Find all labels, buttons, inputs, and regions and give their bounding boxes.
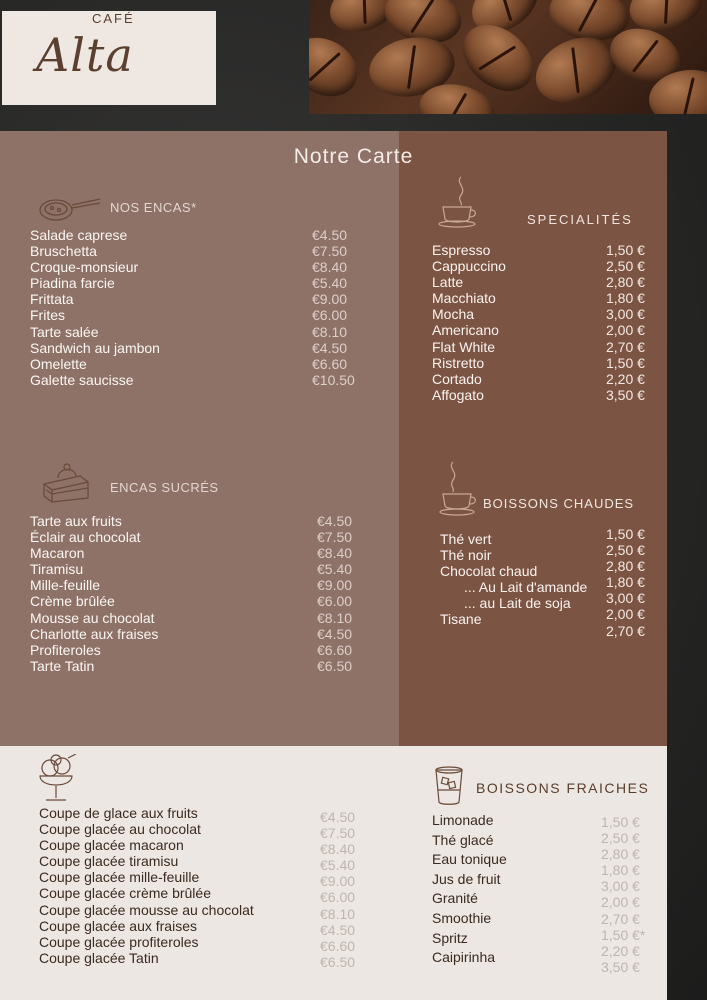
price: 3,50 € [606,386,645,403]
specialites-heading: SPECIALITÉS [527,212,633,227]
price: €9.00 [317,577,353,594]
price: €8.40 [317,545,353,562]
list-item: Cortado [432,370,482,387]
list-item: Galette saucisse [30,371,134,388]
price: €6.00 [317,593,353,610]
list-item: Piadina farcie [30,275,115,292]
pan-icon [38,195,104,223]
price: €6.00 [320,889,356,906]
list-item: Tarte aux fruits [30,513,122,529]
price: €7.50 [317,529,353,546]
specialites-prices [606,242,645,403]
list-item: Coupe glacée mousse au chocolat [39,901,254,918]
list-item: Mousse au chocolat [30,609,155,626]
list-item: Éclair au chocolat [30,529,141,546]
price: €5.40 [320,857,356,874]
list-item: Coupe glacée profiteroles [39,933,199,950]
list-item: Caipirinha [432,949,496,966]
price: €8.10 [312,323,348,340]
price: 2,20 € [601,942,640,959]
price: 3,50 € [601,958,640,975]
price: €7.50 [320,825,356,842]
encas-names [30,227,160,388]
list-item: Affogato [432,386,484,403]
list-item: Jus de fruit [432,870,501,887]
price: 2,70 € [606,338,645,355]
list-item: Tarte Tatin [30,657,95,674]
price: €9.00 [312,291,348,308]
price: 2,50 € [601,830,640,847]
price: 3,00 € [606,590,645,607]
coffee-beans-image [309,0,707,114]
price: €4.50 [317,625,353,642]
encas-heading: NOS ENCAS* [110,200,197,215]
price: €4.50 [320,921,356,938]
list-item: Ristretto [432,354,485,371]
list-item: Coupe glacée Tatin [39,949,159,966]
list-item: Mille-feuille [30,577,101,594]
price: €8.40 [312,259,348,276]
price: 2,50 € [606,258,645,275]
list-item: Espresso [432,242,491,258]
list-item: Cappuccino [432,258,506,275]
fraiches-heading: BOISSONS FRAICHES [476,780,650,796]
list-item: Macaron [30,545,85,562]
list-item: Profiteroles [30,641,101,658]
fraiches-prices [601,814,645,975]
fraiches-names [432,812,507,969]
list-item: Croque-monsieur [30,259,139,276]
price: €7.50 [312,243,348,260]
list-item: Tiramisu [30,561,84,578]
ice-cream-cup-icon [36,754,80,806]
price: 1,50 € [606,242,645,258]
price: €4.50 [312,227,348,243]
price: 1,80 € [606,574,645,591]
glaces-prices [320,809,355,970]
list-item: ... Au Lait d'amande [464,579,588,596]
price: €4.50 [317,513,353,529]
price: €10.50 [312,371,355,388]
list-item: Salade caprese [30,227,128,243]
price: €6.60 [312,355,348,372]
coffee-cup-icon [437,175,481,229]
sucres-names [30,513,158,674]
list-item: Coupe glacée aux fraises [39,917,197,934]
price: €5.40 [317,561,353,578]
price: €6.50 [317,657,353,674]
list-item: Coupe glacée tiramisu [39,853,179,870]
list-item: Eau tonique [432,851,507,868]
price: 1,50 € [601,814,640,830]
price: 2,00 € [601,894,640,911]
iced-drink-glass-icon [433,764,465,806]
price: €6.60 [320,937,356,954]
list-item: ... au Lait de soja [464,595,571,612]
chaudes-names [440,531,587,628]
list-item: Granité [432,890,478,907]
list-item: Americano [432,322,499,339]
cake-icon [40,458,92,504]
price: 1,50 € [606,354,645,371]
logo-cafe-text: CAFÉ [92,11,135,26]
list-item: Omelette [30,355,87,372]
price: 1,50 € [606,526,645,542]
price: 2,20 € [606,370,645,387]
price: 2,50 € [606,542,645,559]
sucres-heading: ENCAS SUCRÉS [110,480,219,495]
price: 2,80 € [606,558,645,575]
price: €6.50 [320,953,356,970]
list-item: Tisane [440,611,482,628]
price: 3,00 € [601,878,640,895]
list-item: Macchiato [432,290,496,307]
list-item: Frites [30,307,65,324]
menu-title: Notre Carte [293,145,414,168]
price: 2,80 € [606,274,645,291]
list-item: Coupe glacée crème brûlée [39,885,211,902]
price: €8.10 [320,905,356,922]
price: 3,00 € [606,306,645,323]
logo-alta-text: Alta [36,28,134,82]
price: €4.50 [312,339,348,356]
list-item: Mocha [432,306,475,323]
list-item: Tarte salée [30,323,99,340]
chaudes-heading: BOISSONS CHAUDES [483,496,635,511]
price: 2,70 € [601,910,640,927]
list-item: Flat White [432,338,496,355]
price: €8.10 [317,609,353,626]
price: €4.50 [320,809,356,825]
chaudes-prices [606,526,645,639]
list-item: Smoothie [432,909,492,926]
price: 2,70 € [606,622,645,639]
price: 2,00 € [606,322,645,339]
price: 1,80 € [601,862,640,879]
list-item: Coupe de glace aux fruits [39,805,198,821]
hot-drink-cup-icon [439,460,481,516]
price: 2,80 € [601,846,640,863]
specialites-names [432,242,506,403]
list-item: Coupe glacée macaron [39,837,184,854]
list-item: Charlotte aux fraises [30,625,159,642]
list-item: Thé glacé [432,831,494,848]
price: €6.00 [312,307,348,324]
glaces-names [39,805,254,966]
price: €9.00 [320,873,356,890]
list-item: Bruschetta [30,243,97,260]
price: 1,50 €* [601,926,646,943]
price: 2,00 € [606,606,645,623]
price: €5.40 [312,275,348,292]
price: €8.40 [320,841,356,858]
list-item: Spritz [432,929,468,946]
list-item: Limonade [432,812,494,828]
price: €6.60 [317,641,353,658]
encas-prices [312,227,355,388]
price: 1,80 € [606,290,645,307]
list-item: Frittata [30,291,74,308]
list-item: Thé noir [440,547,492,564]
list-item: Latte [432,274,464,291]
list-item: Thé vert [440,531,492,547]
list-item: Sandwich au jambon [30,339,160,356]
sucres-prices [317,513,352,674]
list-item: Chocolat chaud [440,563,538,580]
list-item: Crème brûlée [30,593,115,610]
list-item: Coupe glacée mille-feuille [39,869,200,886]
list-item: Coupe glacée au chocolat [39,821,201,838]
